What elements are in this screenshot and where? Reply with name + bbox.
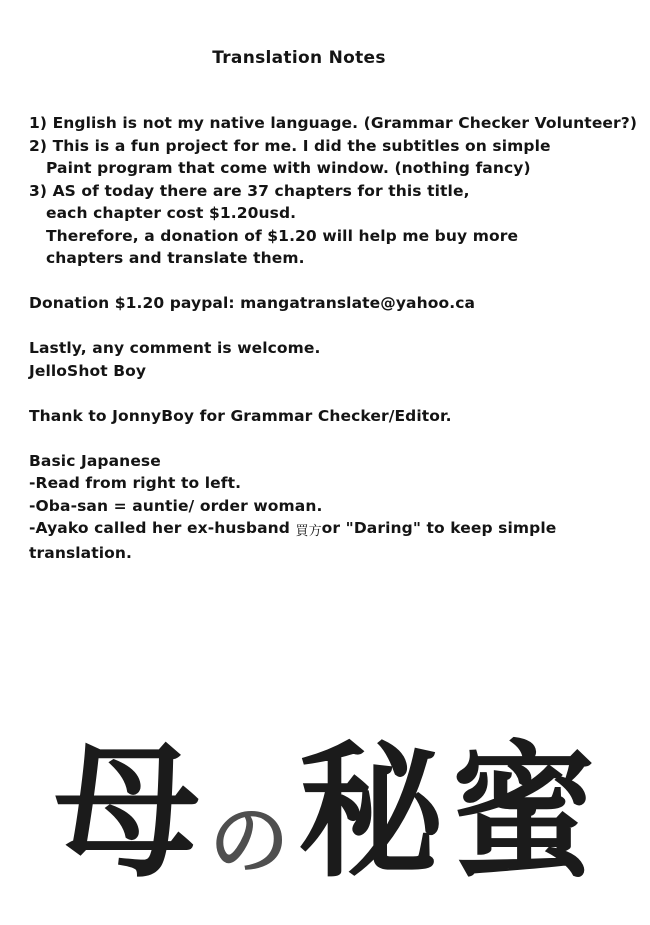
note-line-2-cont: Paint program that come with window. (nothing fancy): [46, 159, 531, 177]
japanese-note-obasan: -Oba-san = auntie/ order woman.: [29, 496, 323, 515]
manga-title-char-hi: 秘: [298, 727, 444, 898]
note-line-3: 3) AS of today there are 37 chapters for this title,: [29, 181, 470, 200]
note-line-3-cont-3: chapters and translate them.: [46, 249, 305, 267]
note-line-1: 1) English is not my native language. (Grammar Checker Volunteer?): [29, 114, 638, 132]
page-title: Translation Notes: [212, 48, 386, 68]
manga-title-logo: [0, 727, 650, 898]
japanese-note-ayako-cont: translation.: [29, 543, 133, 562]
ayako-note-kanji: 買方: [295, 524, 322, 539]
thanks-line: Thank to JonnyBoy for Grammar Checker/Editor.: [29, 406, 452, 425]
note-line-3-cont-1: each chapter cost $1.20usd.: [46, 204, 297, 222]
ayako-note-pre: -Ayako called her ex-husband: [29, 519, 296, 537]
note-line-2: 2) This is a fun project for me. I did the subtitles on simple: [29, 136, 551, 155]
manga-title-char-no: の: [209, 793, 289, 887]
basic-japanese-heading: Basic Japanese: [29, 451, 161, 470]
manga-title-char-mitsu: 蜜: [450, 727, 596, 898]
note-line-3-cont-2: Therefore, a donation of $1.20 will help me buy more: [46, 226, 519, 245]
japanese-note-ayako: [29, 517, 650, 542]
comment-line: Lastly, any comment is welcome.: [29, 339, 321, 357]
japanese-note-read-direction: -Read from right to left.: [29, 474, 242, 492]
manga-title-char-haha: 母: [54, 727, 200, 898]
ayako-note-post: or "Daring" to keep simple: [321, 519, 557, 537]
author-name: JelloShot Boy: [29, 361, 147, 380]
donation-line: Donation $1.20 paypal: mangatranslate@yahoo.ca: [29, 294, 476, 312]
